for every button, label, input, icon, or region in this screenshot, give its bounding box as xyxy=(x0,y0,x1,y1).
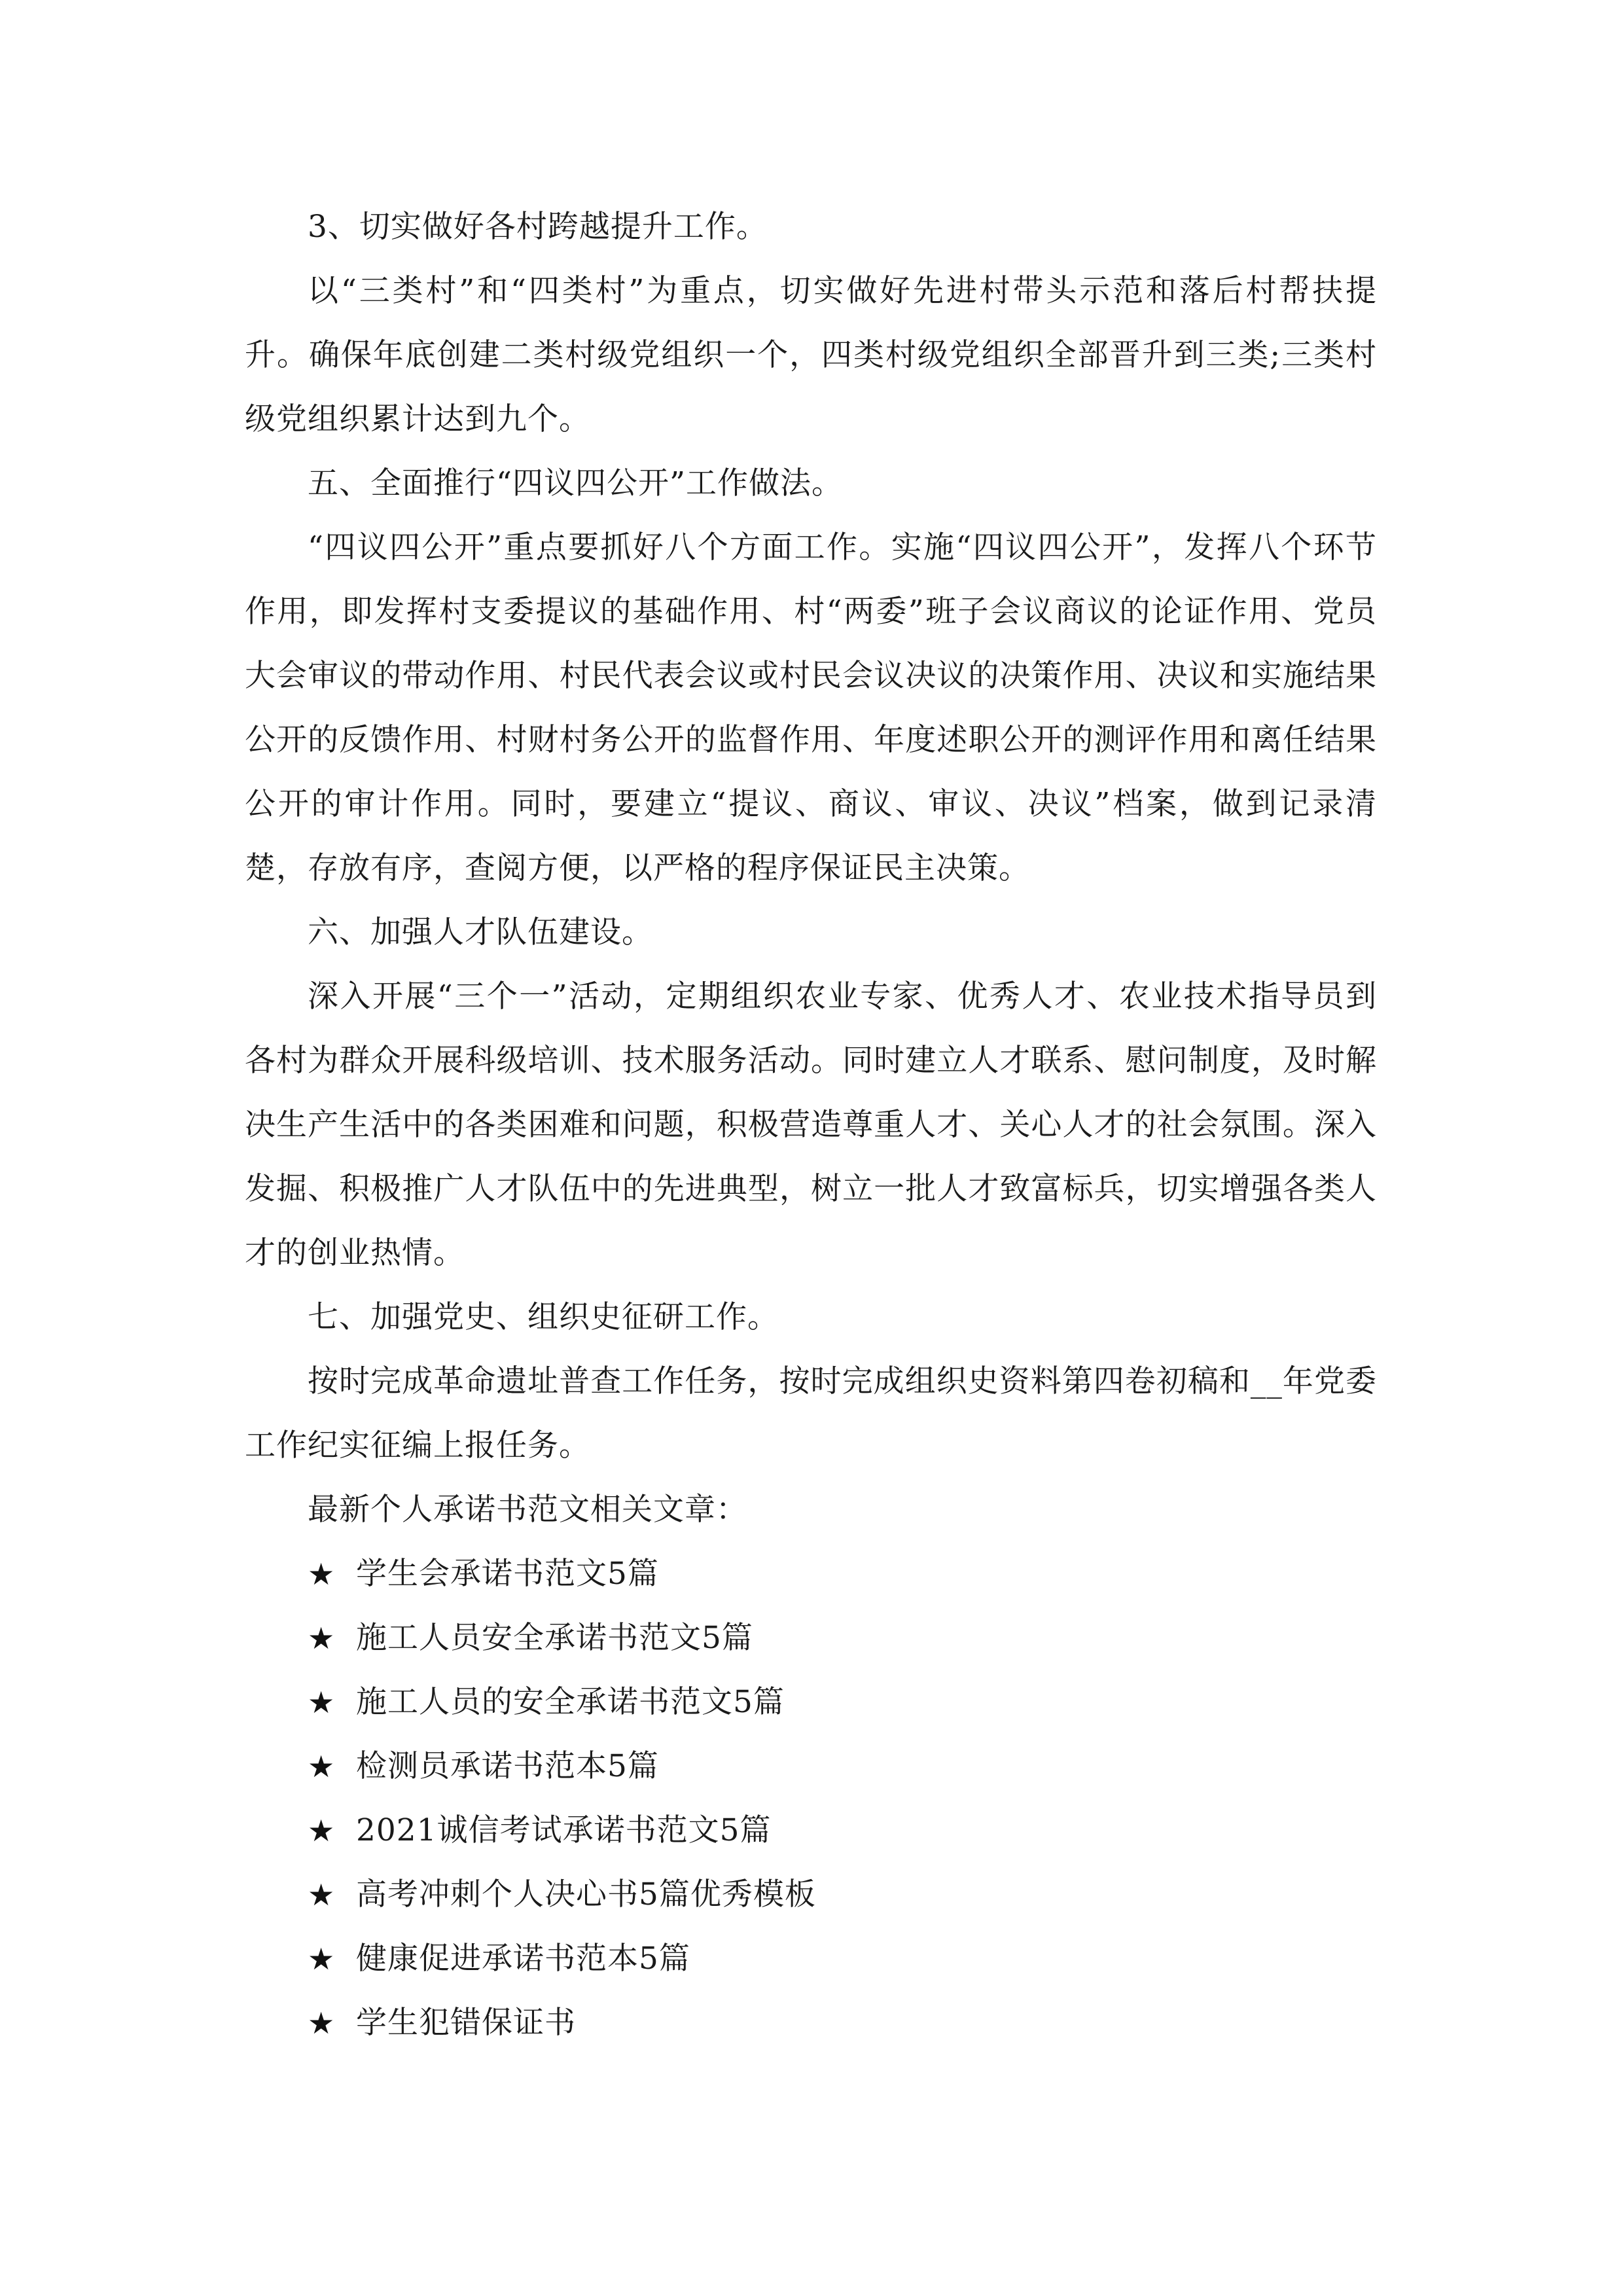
star-icon: ★ xyxy=(308,1685,336,1720)
related-articles-heading: 最新个人承诺书范文相关文章： xyxy=(308,1492,747,1528)
star-icon: ★ xyxy=(308,1813,336,1848)
paragraph-section-3-heading: 3、切实做好各村跨越提升工作。 xyxy=(308,209,768,245)
star-icon: ★ xyxy=(308,1556,336,1592)
related-article-link[interactable]: 施工人员安全承诺书范文5篇 xyxy=(356,1620,753,1656)
star-icon: ★ xyxy=(308,2005,336,2041)
paragraph-section-7-heading: 七、加强党史、组织史征研工作。 xyxy=(308,1299,779,1335)
document-body xyxy=(245,195,1377,2055)
paragraph-section-5-heading: 五、全面推行“四议四公开”工作做法。 xyxy=(308,465,844,501)
related-article-link[interactable]: 检测员承诺书范本5篇 xyxy=(356,1748,659,1784)
related-articles-list xyxy=(245,1542,1377,2055)
paragraph-section-6-heading: 六、加强人才队伍建设。 xyxy=(308,914,653,950)
related-article-item[interactable] xyxy=(245,1670,1377,1734)
related-article-link[interactable]: 高考冲刺个人决心书5篇优秀模板 xyxy=(356,1876,816,1912)
related-article-link[interactable]: 施工人员的安全承诺书范文5篇 xyxy=(356,1684,785,1720)
paragraph-section-3-body: 以“三类村”和“四类村”为重点，切实做好先进村带头示范和落后村帮扶提升。确保年底创建二类村级党组织一个，四类村级党组织全部晋升到三类;三类村级党组织累计达到九个。 xyxy=(245,273,1377,437)
star-icon: ★ xyxy=(308,1621,336,1656)
star-icon: ★ xyxy=(308,1749,336,1784)
related-article-link[interactable]: 健康促进承诺书范本5篇 xyxy=(356,1941,690,1977)
star-icon: ★ xyxy=(308,1941,336,1977)
related-article-item[interactable] xyxy=(245,1734,1377,1799)
related-article-link[interactable]: 2021诚信考试承诺书范文5篇 xyxy=(356,1812,772,1848)
star-icon: ★ xyxy=(308,1877,336,1912)
paragraph-section-5-body: “四议四公开”重点要抓好八个方面工作。实施“四议四公开”，发挥八个环节作用，即发挥村支委提议的基础作用、村“两委”班子会议商议的论证作用、党员大会审议的带动作用、村民代表会议或村民会议决议的决策作用、决议和实施结果公开的反馈作用、村财村务公开的监督作用、年度述职公开的测评作用和离任结果公开的审计作用。同时，要建立“提议、商议、审议、决议”档案，做到记录清楚，存放有序，查阅方便，以严格的程序保证民主决策。 xyxy=(245,529,1378,886)
related-article-item[interactable] xyxy=(245,1991,1377,2055)
related-article-item[interactable] xyxy=(245,1799,1377,1863)
related-article-link[interactable]: 学生会承诺书范文5篇 xyxy=(356,1556,659,1592)
related-article-item[interactable] xyxy=(245,1863,1377,1927)
related-article-link[interactable]: 学生犯错保证书 xyxy=(356,2005,576,2041)
paragraph-section-7-body: 按时完成革命遗址普查工作任务，按时完成组织史资料第四卷初稿和__年党委工作纪实征编上报任务。 xyxy=(245,1363,1377,1463)
paragraph-section-6-body: 深入开展“三个一”活动，定期组织农业专家、优秀人才、农业技术指导员到各村为群众开展科级培训、技术服务活动。同时建立人才联系、慰问制度，及时解决生产生活中的各类困难和问题，积极营造尊重人才、关心人才的社会氛围。深入发掘、积极推广人才队伍中的先进典型，树立一批人才致富标兵，切实增强各类人才的创业热情。 xyxy=(245,978,1377,1271)
related-article-item[interactable] xyxy=(245,1606,1377,1670)
related-article-item[interactable] xyxy=(245,1542,1377,1606)
related-article-item[interactable] xyxy=(245,1927,1377,1991)
